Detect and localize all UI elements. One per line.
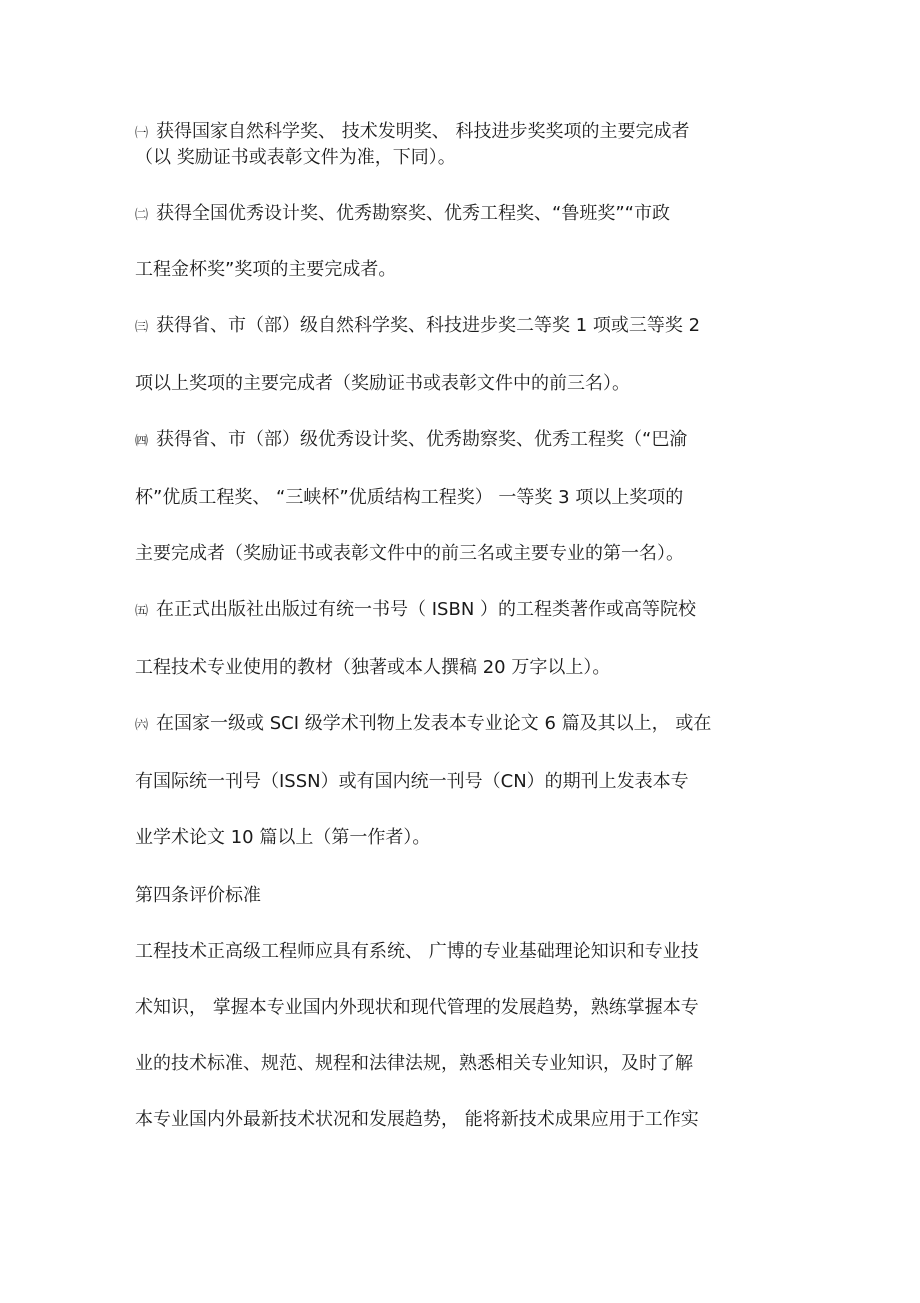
item-2-text: 获得全国优秀设计奖、优秀勘察奖、优秀工程奖、“鲁班奖”“市政 bbox=[156, 203, 670, 224]
item-4-line-3: 主要完成者（奖励证书或表彰文件中的前三名或主要专业的第一名）。 bbox=[135, 543, 684, 564]
item-2-line-1 bbox=[135, 202, 670, 228]
item-5-text: 在正式出版社出版过有统一书号（ ISBN ）的工程类著作或高等院校 bbox=[156, 599, 697, 620]
item-4-line-1 bbox=[135, 428, 687, 454]
paragraph-line-2: 术知识， 掌握本专业国内外现状和现代管理的发展趋势，熟练掌握本专 bbox=[135, 997, 699, 1018]
item-2-number: ㈡ bbox=[135, 208, 149, 223]
item-4-line-2: 杯”优质工程奖、 “三峡杯”优质结构工程奖） 一等奖 3 项以上奖项的 bbox=[135, 487, 684, 508]
item-3-line-2: 项以上奖项的主要完成者（奖励证书或表彰文件中的前三名）。 bbox=[135, 373, 630, 394]
item-1-line-2: （以 奖励证书或表彰文件为准，下同）。 bbox=[135, 147, 456, 168]
item-5-line-2: 工程技术专业使用的教材（独著或本人撰稿 20 万字以上）。 bbox=[135, 657, 611, 678]
item-5-line-1 bbox=[135, 598, 696, 624]
section-heading: 第四条评价标准 bbox=[135, 885, 261, 906]
item-6-line-2: 有国际统一刊号（ISSN）或有国内统一刊号（CN）的期刊上发表本专 bbox=[135, 771, 689, 792]
item-3-text: 获得省、市（部）级自然科学奖、科技进步奖二等奖 1 项或三等奖 2 bbox=[156, 315, 701, 336]
item-4-text: 获得省、市（部）级优秀设计奖、优秀勘察奖、优秀工程奖（“巴渝 bbox=[156, 429, 688, 450]
paragraph-line-3: 业的技术标准、规范、规程和法律法规，熟悉相关专业知识，及时了解 bbox=[135, 1053, 693, 1074]
item-6-text: 在国家一级或 SCI 级学术刊物上发表本专业论文 6 篇及其以上， 或在 bbox=[156, 713, 712, 734]
item-3-line-1 bbox=[135, 314, 700, 340]
item-1-line-1 bbox=[135, 120, 689, 146]
item-4-number: ㈣ bbox=[135, 434, 149, 449]
item-1-text: 获得国家自然科学奖、 技术发明奖、 科技进步奖奖项的主要完成者 bbox=[156, 121, 690, 142]
item-5-number: ㈤ bbox=[135, 604, 149, 619]
paragraph-line-4: 本专业国内外最新技术状况和发展趋势， 能将新技术成果应用于工作实 bbox=[135, 1109, 699, 1130]
item-6-number: ㈥ bbox=[135, 718, 149, 733]
item-6-line-1 bbox=[135, 712, 711, 738]
item-3-number: ㈢ bbox=[135, 320, 149, 335]
item-2-line-2: 工程金杯奖”奖项的主要完成者。 bbox=[135, 259, 397, 280]
item-1-number: ㈠ bbox=[135, 126, 149, 141]
item-6-line-3: 业学术论文 10 篇以上（第一作者）。 bbox=[135, 827, 431, 848]
paragraph-line-1: 工程技术正高级工程师应具有系统、 广博的专业基础理论知识和专业技 bbox=[135, 941, 699, 962]
